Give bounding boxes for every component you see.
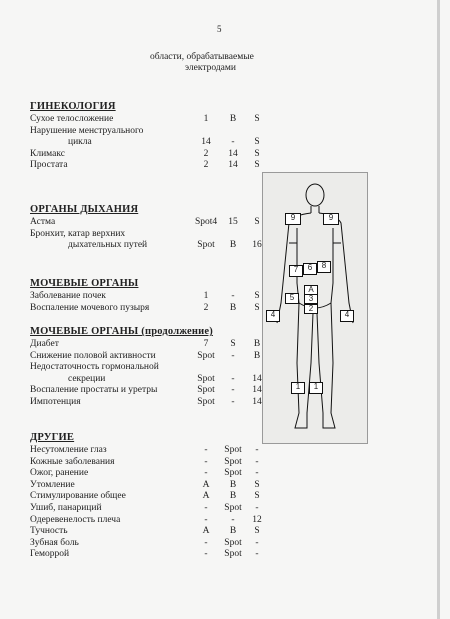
electrode-code-col-1: A [202,479,210,490]
electrode-code-col-3: 14 [252,373,262,384]
electrode-zone-label: 7 [289,265,303,277]
condition-label: Недостаточность гормональной [30,362,159,372]
electrode-code-col-1: Spot [197,373,215,384]
table-row [30,525,270,537]
electrode-code-col-1: Spot [197,240,215,250]
electrode-code-col-1: Spot [197,396,215,407]
electrode-zone-label: 1 [309,382,323,394]
electrode-code-col-2: Spot [224,537,242,548]
electrode-code-col-3: S [254,479,260,490]
condition-label: Воспаление простаты и уретры [30,385,158,395]
condition-label: Климакс [30,148,65,159]
electrode-code-col-2: 14 [228,160,238,170]
electrode-code-col-1: 14 [201,137,211,147]
condition-label: Ушиб, панариций [30,503,102,513]
table-row [30,444,270,456]
electrode-code-col-2: B [229,526,237,537]
condition-label: Нарушение менструального [30,125,144,136]
electrode-code-col-2: - [231,373,235,384]
figure-caption-line-1: области, обрабатываемые [150,52,254,62]
table-row [30,537,270,549]
electrode-code-col-3: - [255,445,259,455]
table-row [30,384,270,396]
condition-label: Геморрой [30,549,70,560]
electrode-code-col-2: Spot [224,456,242,467]
section-title: МОЧЕВЫЕ ОРГАНЫ (продолжение) [30,326,213,337]
electrode-zone-label: 4 [340,310,354,322]
electrode-code-col-2: - [231,396,235,407]
electrode-code-col-2: - [231,137,235,147]
table-row [30,302,270,314]
electrode-zone-label: 5 [285,293,299,304]
condition-label: цикла [68,137,92,147]
condition-label: Тучность [30,526,68,537]
electrode-zone-label: 8 [317,261,331,273]
electrode-code-col-3: 12 [252,514,262,525]
electrode-code-col-3: S [254,137,260,147]
electrode-code-col-2: B [229,114,237,124]
condition-label: Ожог, ранение [30,468,89,479]
condition-label: Несутомление глаз [30,445,107,455]
electrode-code-col-3: - [255,549,259,560]
table-row [30,159,270,171]
body-electrode-diagram [262,172,368,444]
table-row [30,125,270,137]
electrode-code-col-1: - [204,445,208,455]
table-row [30,290,270,302]
electrode-code-col-2: - [231,514,235,525]
electrode-code-col-1: 1 [203,291,209,301]
table-row [30,548,270,560]
electrode-code-col-3: B [253,350,261,361]
table-row [30,239,270,251]
condition-label: Воспаление мочевого пузыря [30,302,150,313]
electrode-code-col-1: A [202,491,210,502]
electrode-code-col-1: - [204,456,208,467]
electrode-code-col-2: B [229,491,237,502]
electrode-zone-label: 6 [303,263,317,275]
electrode-zone-label: 3 [304,294,318,304]
electrode-code-col-2: B [229,302,237,313]
table-row [30,467,270,479]
condition-label: Импотенция [30,396,81,407]
table-row [30,502,270,514]
condition-label: Одеревенелость плеча [30,514,121,525]
condition-label: Простата [30,160,68,170]
electrode-code-col-2: Spot [224,445,242,455]
condition-label: Зубная боль [30,537,79,548]
table-row [30,216,270,228]
electrode-code-col-3: S [254,291,260,301]
electrode-code-col-3: S [254,302,260,313]
electrode-code-col-2: - [231,385,235,395]
electrode-code-col-3: - [255,537,259,548]
electrode-code-col-1: - [204,549,208,560]
table-row [30,338,270,350]
electrode-code-col-1: - [204,537,208,548]
condition-label: Кожные заболевания [30,456,115,467]
condition-label: секреции [68,373,106,384]
electrode-code-col-1: Spot [197,385,215,395]
section-title: МОЧЕВЫЕ ОРГАНЫ [30,278,139,289]
table-row [30,479,270,491]
electrode-code-col-3: - [255,456,259,467]
condition-label: Заболевание почек [30,291,106,301]
table-row [30,373,270,385]
table-row [30,228,270,240]
section-title: ДРУГИЕ [30,432,75,443]
electrode-code-col-3: - [255,503,259,513]
electrode-code-col-1: - [204,503,208,513]
electrode-zone-label: 4 [266,310,280,322]
electrode-code-col-3: - [255,468,259,479]
electrode-code-col-3: 14 [252,396,262,407]
electrode-code-col-1: Spot4 [195,217,218,227]
electrode-code-col-3: S [254,114,260,124]
electrode-zone-label: 2 [304,304,318,314]
electrode-zone-label: A [304,285,318,295]
section-title: ОРГАНЫ ДЫХАНИЯ [30,204,139,215]
electrode-code-col-1: 2 [203,302,209,313]
electrode-code-col-2: 14 [228,148,238,159]
condition-label: Бронхит, катар верхних [30,228,126,239]
electrode-code-col-1: Spot [197,350,215,361]
electrode-code-col-1: 7 [203,339,209,349]
electrode-code-col-2: - [231,291,235,301]
electrode-code-col-2: Spot [224,503,242,513]
table-row [30,136,270,148]
electrode-zone-label: 1 [291,382,305,394]
table-row [30,361,270,373]
condition-label: Утомление [30,479,75,490]
electrode-code-col-2: Spot [224,549,242,560]
section-title: ГИНЕКОЛОГИЯ [30,101,116,112]
table-row [30,514,270,526]
condition-label: Снижение половой активности [30,350,156,361]
electrode-code-col-3: B [253,339,261,349]
electrode-code-col-3: S [254,491,260,502]
electrode-code-col-1: A [202,526,210,537]
condition-label: Стимулирование общее [30,491,126,502]
condition-label: Диабет [30,339,59,349]
condition-label: Сухое телосложение [30,114,114,124]
condition-label: Астма [30,217,56,227]
electrode-code-col-2: B [229,479,237,490]
figure-caption-line-2: электродами [185,63,236,73]
page-edge-shadow [437,0,440,619]
table-row [30,350,270,362]
table-row [30,396,270,408]
electrode-code-col-3: S [254,160,260,170]
electrode-code-col-3: 14 [252,385,262,395]
page-number: 5 [217,24,222,34]
electrode-code-col-2: S [230,339,236,349]
electrode-code-col-2: - [231,350,235,361]
table-row [30,148,270,160]
electrode-code-col-1: 2 [203,148,209,159]
electrode-code-col-1: - [204,468,208,479]
table-row [30,490,270,502]
table-row [30,113,270,125]
electrode-code-col-2: B [229,240,237,250]
electrode-code-col-2: 15 [228,217,238,227]
electrode-code-col-1: 1 [203,114,209,124]
electrode-code-col-1: 2 [203,160,209,170]
electrode-code-col-2: Spot [224,468,242,479]
electrode-code-col-3: S [254,148,260,159]
electrode-code-col-3: 16 [252,240,262,250]
table-row [30,456,270,468]
electrode-code-col-1: - [204,514,208,525]
electrode-zone-label: 9 [323,213,339,225]
electrode-code-col-3: S [254,526,260,537]
electrode-code-col-3: S [254,217,260,227]
electrode-zone-label: 9 [285,213,301,225]
condition-label: дыхательных путей [68,240,148,250]
